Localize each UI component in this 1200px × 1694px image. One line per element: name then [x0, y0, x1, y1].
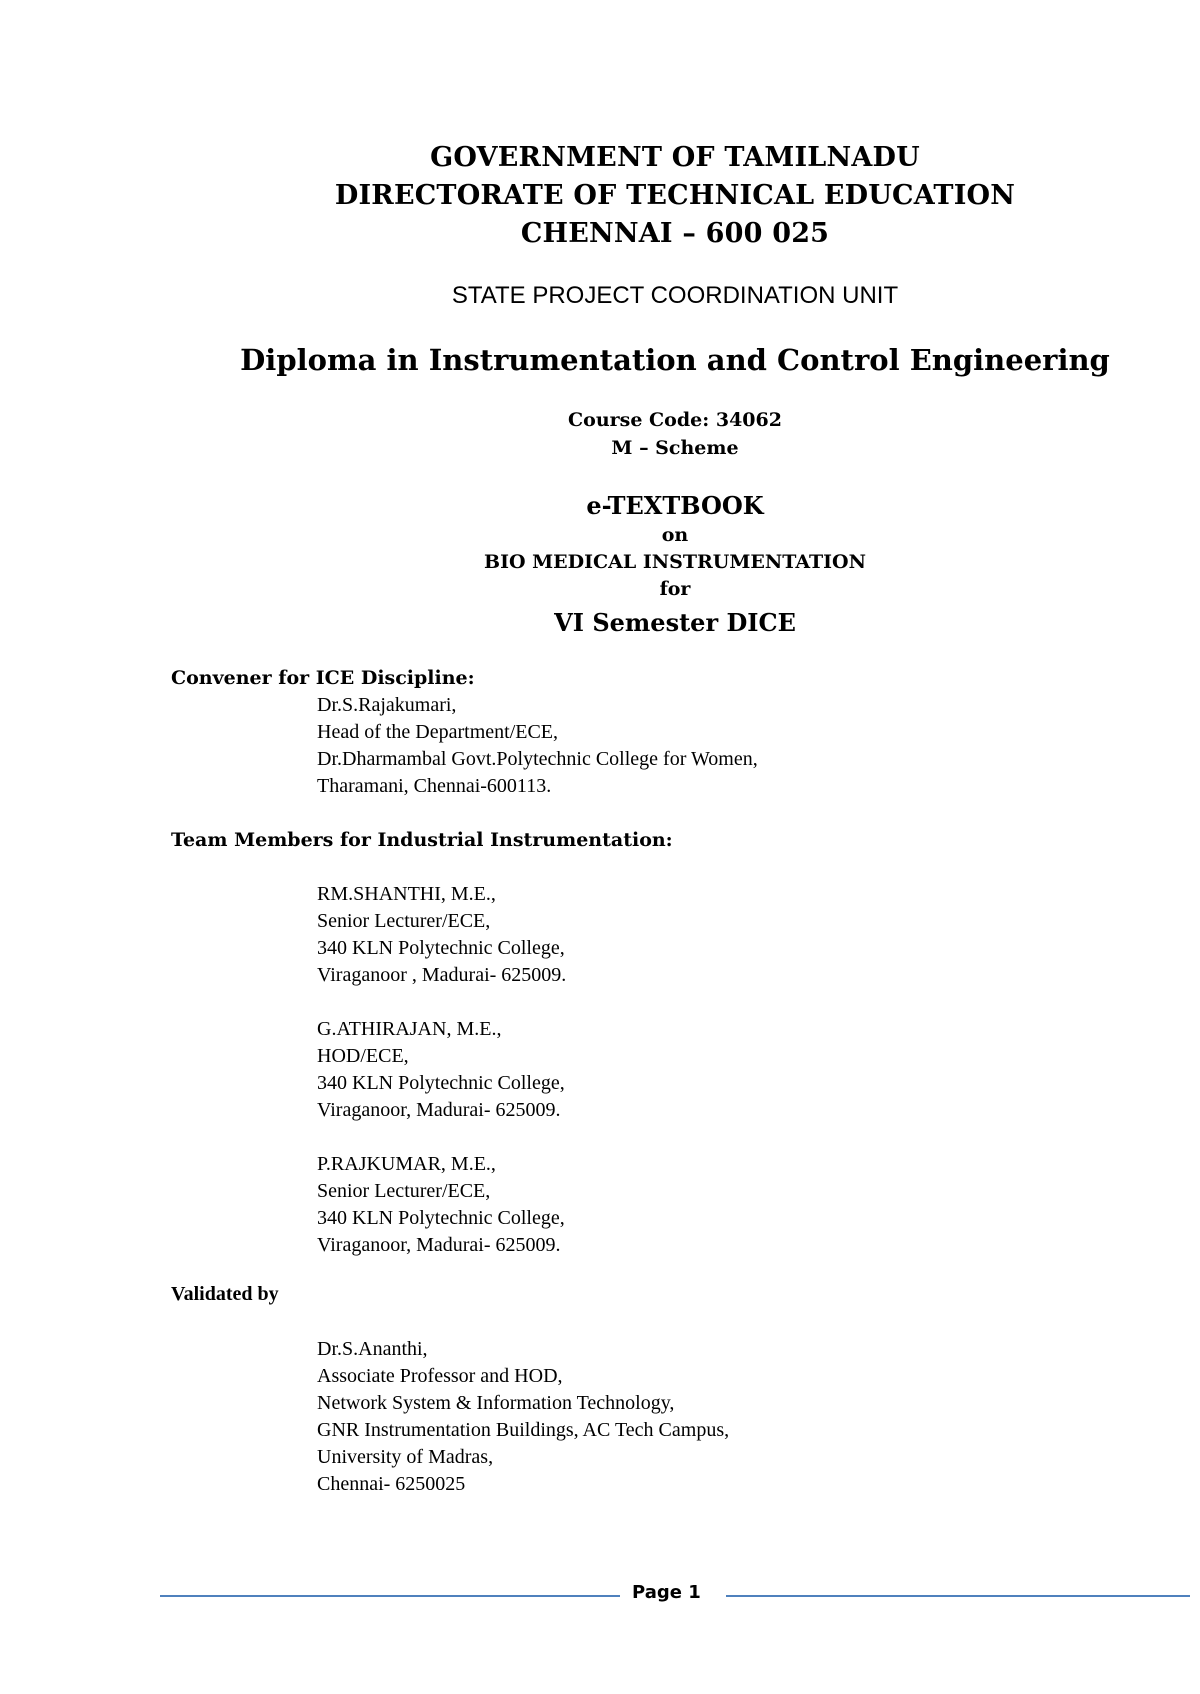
team-member-2: [317, 1016, 565, 1124]
validator-address: [317, 1336, 729, 1498]
address-line: Head of the Department/ECE,: [317, 721, 559, 743]
header-government: GOVERNMENT OF TAMILNADU: [430, 142, 920, 173]
validated-heading: Validated by: [171, 1283, 279, 1305]
address-line: HOD/ECE,: [317, 1045, 409, 1067]
textbook-on: on: [661, 524, 689, 546]
address-line: Tharamani, Chennai-600113.: [317, 775, 552, 797]
header-city: CHENNAI – 600 025: [520, 218, 830, 249]
textbook-for: for: [659, 578, 691, 600]
address-line: Chennai- 6250025: [317, 1473, 466, 1495]
footer-rule-left: [160, 1595, 620, 1597]
address-line: RM.SHANTHI, M.E.,: [317, 883, 496, 905]
address-line: Senior Lecturer/ECE,: [317, 1180, 491, 1202]
textbook-subject: BIO MEDICAL INSTRUMENTATION: [484, 551, 866, 573]
address-line: Dr.S.Rajakumari,: [317, 694, 457, 716]
address-line: 340 KLN Polytechnic College,: [317, 1207, 565, 1229]
team-member-1: [317, 881, 566, 989]
address-line: GNR Instrumentation Buildings, AC Tech Campus,: [317, 1419, 730, 1441]
diploma-title: Diploma in Instrumentation and Control Engineering: [240, 343, 1110, 377]
address-line: Senior Lecturer/ECE,: [317, 910, 491, 932]
address-line: Viraganoor, Madurai- 625009.: [317, 1099, 561, 1121]
team-heading: Team Members for Industrial Instrumentation:: [171, 829, 673, 851]
header-directorate: DIRECTORATE OF TECHNICAL EDUCATION: [334, 180, 1016, 211]
address-line: Dr.Dharmambal Govt.Polytechnic College for Women,: [317, 748, 758, 770]
address-line: Dr.S.Ananthi,: [317, 1338, 428, 1360]
page-number: Page 1: [632, 1582, 701, 1603]
address-line: University of Madras,: [317, 1446, 494, 1468]
team-member-3: [317, 1151, 565, 1259]
address-line: Viraganoor, Madurai- 625009.: [317, 1234, 561, 1256]
address-line: Network System & Information Technology,: [317, 1392, 675, 1414]
textbook-semester: VI Semester DICE: [554, 608, 796, 637]
address-line: Associate Professor and HOD,: [317, 1365, 563, 1387]
address-line: Viraganoor , Madurai- 625009.: [317, 964, 567, 986]
convener-heading: Convener for ICE Discipline:: [171, 667, 475, 689]
convener-address: [317, 692, 758, 800]
scheme: M – Scheme: [611, 437, 739, 459]
footer-rule-right: [726, 1595, 1190, 1597]
address-line: G.ATHIRAJAN, M.E.,: [317, 1018, 502, 1040]
textbook-label: e-TEXTBOOK: [586, 491, 764, 520]
course-code: Course Code: 34062: [568, 409, 782, 431]
unit-title: STATE PROJECT COORDINATION UNIT: [451, 282, 899, 309]
address-line: P.RAJKUMAR, M.E.,: [317, 1153, 496, 1175]
address-line: 340 KLN Polytechnic College,: [317, 1072, 565, 1094]
address-line: 340 KLN Polytechnic College,: [317, 937, 565, 959]
